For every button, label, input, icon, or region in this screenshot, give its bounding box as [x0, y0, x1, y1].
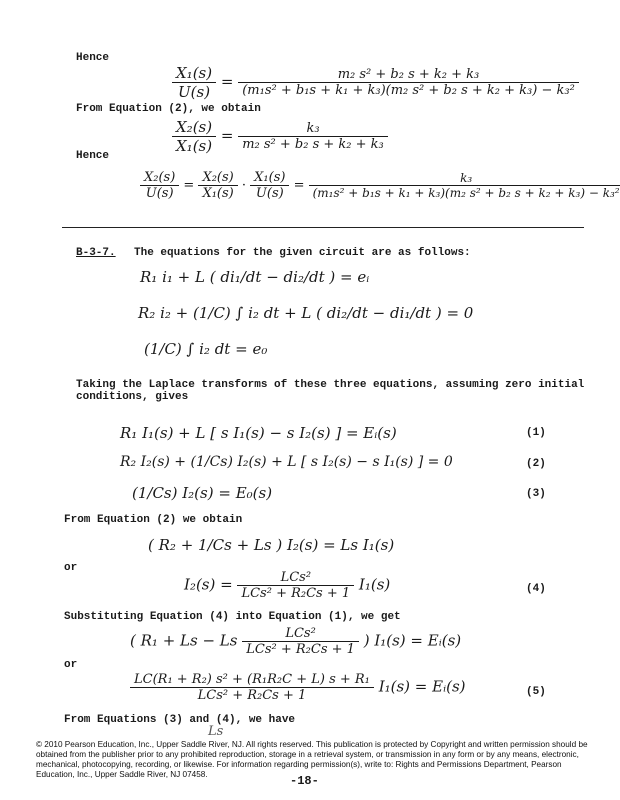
or-label-1: or — [64, 562, 78, 574]
frac-num: LCs² — [280, 570, 312, 585]
circuit-equation-2: R₂ i₂ + (1/C) ∫ i₂ dt + L ( di₂/dt − di₁/dt ) = 0 — [138, 304, 474, 322]
eq-head: ( R₁ + Ls − Ls — [130, 631, 238, 650]
solve-equation-3 — [130, 626, 461, 657]
page-number: -18- — [290, 774, 319, 788]
equation-number-3: (3) — [526, 488, 546, 500]
hence-label-1: Hence — [76, 52, 110, 64]
eq-tail: ) I₁(s) = Eᵢ(s) — [363, 631, 462, 650]
frac-den: LCs² + R₂Cs + 1 — [130, 687, 374, 703]
frac-num: X₁(s) — [254, 170, 286, 185]
problem-label: B-3-7. — [76, 247, 116, 259]
frac-den: (m₁s² + b₁s + k₁ + k₃)(m₂ s² + b₂ s + k₂ + k₃) − k₃² — [309, 185, 620, 200]
frac-den: U(s) — [172, 82, 216, 101]
partial-equation: Ls — [208, 724, 224, 739]
laplace-intro-line-2: conditions, gives — [76, 391, 189, 403]
frac-num: X₂(s) — [202, 170, 234, 185]
frac-num: X₂(s) — [176, 118, 213, 136]
solve-equation-2 — [184, 570, 390, 601]
section-divider — [62, 227, 584, 228]
frac-num: k₃ — [306, 121, 320, 136]
equation-x2-over-u: $\frac{\text{X₂(s)}}{U(s)}$ = $\frac{\text{X₂(s)}}{\text{X₁(s)}}$ · $\frac{\text{X₁(s)}}{U(s)}$ = $\frac{\text{k₃}}{\text{(m₁s² + b₁s + k₁ + k₃)(m₂ s² + b₂ s + k₂ + k₃) − k₃²}}$ — [140, 170, 620, 201]
from-equations-3-4-label: From Equations (3) and (4), we have — [64, 714, 296, 726]
frac-den: LCs² + R₂Cs + 1 — [237, 585, 354, 601]
eq-tail: I₁(s) = Eᵢ(s) — [378, 677, 466, 696]
laplace-intro-line-1: Taking the Laplace transforms of these three equations, assuming zero initial — [76, 379, 585, 391]
laplace-equation-1: R₁ I₁(s) + L [ s I₁(s) − s I₂(s) ] = Eᵢ(s) — [120, 424, 397, 442]
from-equation-2-label: From Equation (2), we obtain — [76, 103, 261, 115]
from-equation-2-label-b: From Equation (2) we obtain — [64, 514, 243, 526]
frac-num: X₁(s) — [176, 64, 213, 82]
frac-num: LC(R₁ + R₂) s² + (R₁R₂C + L) s + R₁ — [134, 672, 370, 687]
laplace-equation-3: (1/Cs) I₂(s) = E₀(s) — [132, 484, 273, 502]
eq-tail: I₁(s) — [358, 575, 391, 594]
equation-number-5: (5) — [526, 686, 546, 698]
equation-number-4: (4) — [526, 583, 546, 595]
substituting-label: Substituting Equation (4) into Equation (1), we get — [64, 611, 401, 623]
frac-num: k₃ — [460, 171, 473, 185]
solve-equation-1: ( R₂ + 1/Cs + Ls ) I₂(s) = Ls I₁(s) — [148, 536, 395, 554]
eq-lhs: I₂(s) = — [184, 575, 233, 594]
or-label-2: or — [64, 659, 78, 671]
frac-den: X₁(s) — [198, 185, 237, 201]
problem-intro: The equations for the given circuit are as follows: — [134, 247, 471, 259]
frac-den: (m₁s² + b₁s + k₁ + k₃)(m₂ s² + b₂ s + k₂ + k₃) − k₃² — [238, 82, 579, 98]
equation-x2-over-x1: $\frac{\text{X₂(s)}}{\text{X₁(s)}}$ = $\frac{\text{k₃}}{\text{m₂ s² + b₂ s + k₂ + k₃}}$ — [172, 118, 388, 155]
hence-label-2: Hence — [76, 150, 110, 162]
frac-den: U(s) — [140, 185, 179, 201]
equation-x1-over-u: $\frac{\text{X₁(s)}}{U(s)}$ = $\frac{\text{m₂ s² + b₂ s + k₂ + k₃}}{\text{(m₁s² + b₁s + k₁ + k₃)(m₂ s² + b₂ s + k₂ + k₃) − k₃²}}$ — [172, 64, 579, 101]
circuit-equation-3: (1/C) ∫ i₂ dt = e₀ — [144, 340, 268, 358]
frac-den: U(s) — [250, 185, 289, 201]
frac-den: m₂ s² + b₂ s + k₂ + k₃ — [238, 136, 388, 152]
frac-den: LCs² + R₂Cs + 1 — [242, 641, 359, 657]
solve-equation-4 — [130, 672, 466, 703]
laplace-equation-2: R₂ I₂(s) + (1/Cs) I₂(s) + L [ s I₂(s) − s I₁(s) ] = 0 — [120, 454, 453, 470]
equation-number-2: (2) — [526, 458, 546, 470]
frac-num: m₂ s² + b₂ s + k₂ + k₃ — [337, 67, 480, 82]
copyright-notice: © 2010 Pearson Education, Inc., Upper Saddle River, NJ. All rights reserved. This publication is protected by Copyright and written permission should be obtained from the publisher prior to any prohibited reproduction, storage in a retrieval system, or transmission in any form or by any means, electronic, mechanical, photocopying, recording, or likewise. For information regarding permission(s), write to: Rights and Permissions Department, Pearson Education, Inc., Upper Saddle River, NJ 07458. — [36, 740, 588, 779]
frac-num: LCs² — [285, 626, 316, 641]
equation-number-1: (1) — [526, 427, 546, 439]
frac-den: X₁(s) — [172, 136, 216, 155]
frac-num: X₂(s) — [144, 170, 176, 185]
circuit-equation-1: R₁ i₁ + L ( di₁/dt − di₂/dt ) = eᵢ — [140, 268, 370, 286]
